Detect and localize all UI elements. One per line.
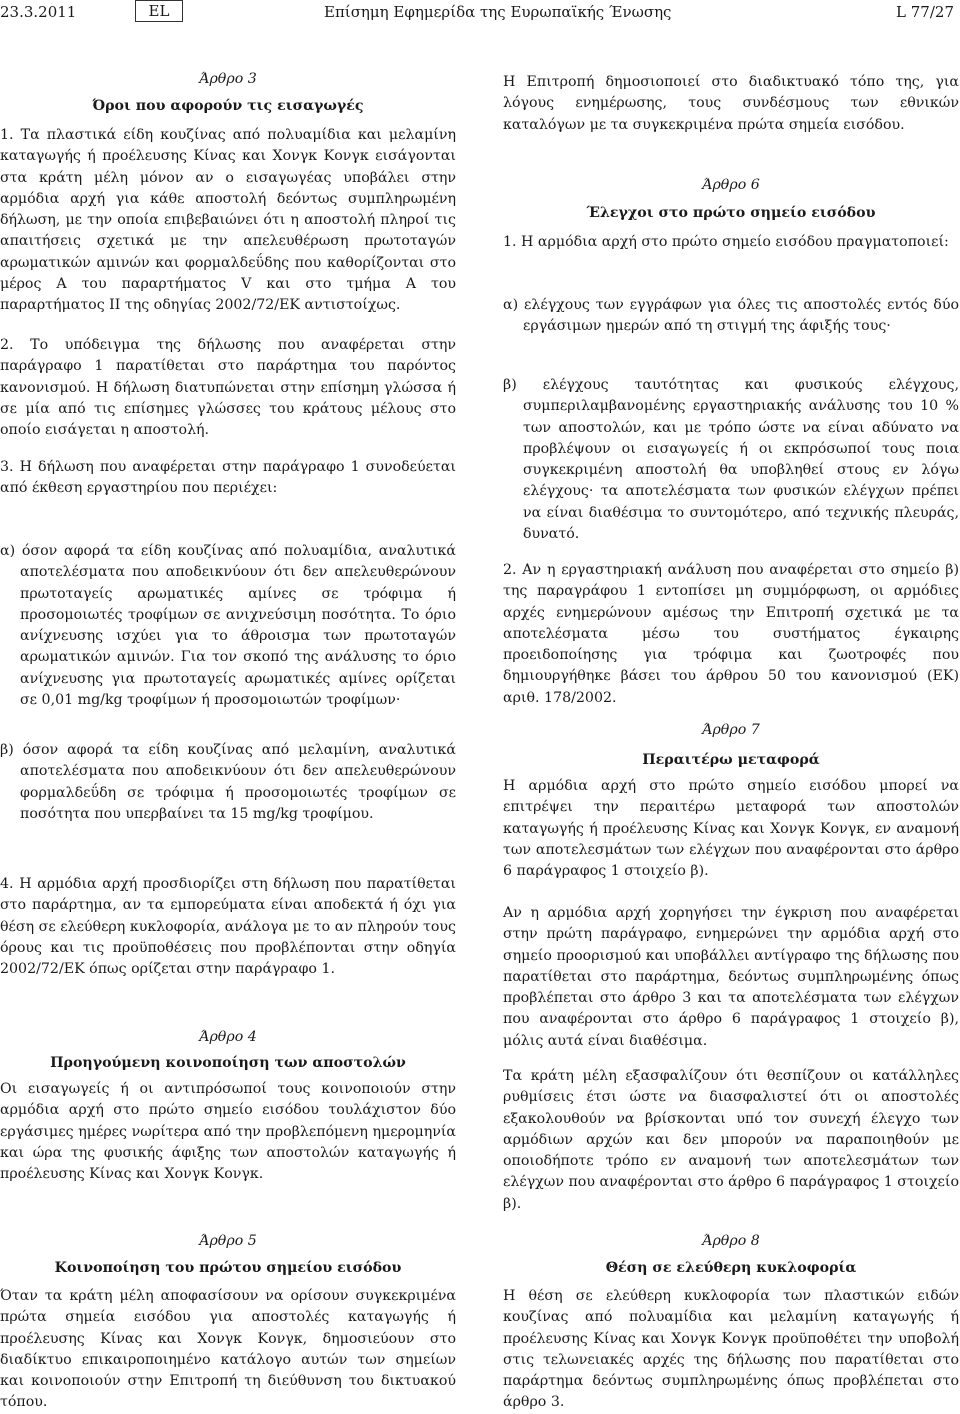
article-8-paragraph: Η θέση σε ελεύθερη κυκλοφορία των πλαστικών ειδών κουζίνας από πολυαμίδια και μελαμίνη καταγωγής ή προέλευσης Κίνας και Χονγκ Κονγκ προϋποθέτει την υποβολή στις τελωνειακές αρχές της δήλωσης που παρατίθεται στο παράρτημα δεόντως συμπληρωμένης όπως προβλέπεται στο άρθρο 3. [503,1288,959,1411]
article-5-continuation: Η Επιτροπή δημοσιοποιεί στο διαδικτυακό τόπο της, για λόγους ενημέρωσης, τους συνδέσμους των εθνικών καταλόγων με τα συγκεκριμένα πρώτα σημεία εισόδου. [503,74,959,133]
article-6-item-a: α) ελέγχους των εγγράφων για όλες τις αποστολές εντός δύο εργάσιμων ημερών από τη στιγμή της άφιξής τους· [503,297,959,335]
article-5-paragraph: Όταν τα κράτη μέλη αποφασίσουν να ορίσουν συγκεκριμένα πρώτα σημεία εισόδου για αποστολές καταγωγής ή προέλευσης Κίνας και Χονγκ Κονγκ, δημοσιεύουν στο διαδίκτυο επικαιροποιημένο κατάλογο αυτών των σημείων και κοινοποιούν στην Επιτροπή τη διεύθυνση του δικτυακού τόπου. [0,1288,456,1411]
article-5-heading: Άρθρο 5 [199,1233,257,1249]
article-3-item-a: α) όσον αφορά τα είδη κουζίνας από πολυαμίδια, αναλυτικά αποτελέσματα που αποδεικνύουν ότι δεν απελευθερώνουν πρωτοταγείς αρωματικές αμίνες σε τρόφιμα ή προσομοιωτές τροφίμων σε ανιχνεύσιμη ποσότητα. Το όριο ανίχνευσης ισχύει για το άθροισμα των πρωτοταγών αρωματικών αμινών. Για τον σκοπό της ανάλυσης το όριο ανίχνευσης για πρωτοταγείς αρωματικές αμίνες ορίζεται σε 0,01 mg/kg τροφίμων ή προσομοιωτών τροφίμων· [0,543,456,709]
journal-title: Επίσημη Εφημερίδα της Ευρωπαϊκής Ένωσης [324,3,672,21]
article-8-heading: Άρθρο 8 [702,1233,760,1249]
article-4-paragraph: Οι εισαγωγείς ή οι αντιπρόσωποί τους κοινοποιούν στην αρμόδια αρχή στο πρώτο σημείο εισόδου τουλάχιστον δύο εργάσιμες ημέρες νωρίτερα από την προβλεπόμενη ημερομηνία και ώρα της φυσικής άφιξης των αποστολών καταγωγής ή προέλευσης Κίνας και Χονγκ Κονγκ. [0,1081,456,1183]
article-3-item-b: β) όσον αφορά τα είδη κουζίνας από μελαμίνη, αναλυτικά αποτελέσματα που αποδεικνύουν ότι δεν απελευθερώνουν φορμαλδεΰδη σε τρόφιμα ή προσομοιωτές τροφίμων σε ποσότητα που υπερβαίνει τα 15 mg/kg τροφίμου. [0,742,456,822]
page-reference: L 77/27 [896,3,954,21]
article-7-paragraph-3: Τα κράτη μέλη εξασφαλίζουν ότι θεσπίζουν οι κατάλληλες ρυθμίσεις έτσι ώστε να διασφαλιστεί ότι οι αποστολές εξακολουθούν να βρίσκονται υπό τον συνεχή έλεγχο των αρμόδιων αρχών και δεν μπορούν να παραποιηθούν με οποιοδήποτε τρόπο εν αναμονή των αποτελεσμάτων των ελέγχων που αναφέρονται στο άρθρο 6 παράγραφος 1 στοιχείο β). [503,1068,959,1212]
article-7-paragraph-1: Η αρμόδια αρχή στο πρώτο σημείο εισόδου μπορεί να επιτρέψει την περαιτέρω μεταφορά των αποστολών καταγωγής ή προέλευσης Κίνας και Χονγκ Κονγκ, εν αναμονή των αποτελεσμάτων των ελέγχων που αναφέρονται στο άρθρο 6 παράγραφος 1 στοιχείο β). [503,778,959,880]
article-3-paragraph-4: 4. Η αρμόδια αρχή προσδιορίζει στη δήλωση που παρατίθεται στο παράρτημα, αν τα εμπορεύματα είναι αποδεκτά ή όχι για θέση σε ελεύθερη κυκλοφορία, ανάλογα με το αν πληρούν τους όρους και τις προϋποθέσεις που προβλέπονται στην οδηγία 2002/72/ΕΚ όπως ορίζεται στην παράγραφο 1. [0,876,456,978]
article-7-title: Περαιτέρω μεταφορά [642,752,820,768]
article-3-paragraph-2: 2. Το υπόδειγμα της δήλωσης που αναφέρεται στην παράγραφο 1 παρατίθεται στο παράρτημα του παρόντος κανονισμού. Η δήλωση διατυπώνεται στην επίσημη γλώσσα ή σε μία από τις επίσημες γλώσσες του κράτους μέλους στο οποίο εισάγεται η αποστολή. [0,337,456,439]
language-code-box: EL [135,0,183,22]
article-3-paragraph-3: 3. Η δήλωση που αναφέρεται στην παράγραφο 1 συνοδεύεται από έκθεση εργαστηρίου που περιέχει: [0,459,456,497]
article-4-title: Προηγούμενη κοινοποίηση των αποστολών [50,1055,406,1071]
article-3-heading: Άρθρο 3 [199,71,257,87]
article-3-paragraph-1: 1. Τα πλαστικά είδη κουζίνας από πολυαμίδια και μελαμίνη καταγωγής ή προέλευσης Κίνας και Χονγκ Κονγκ εισάγονται στα κράτη μέλη μόνον αν ο εισαγωγέας υποβάλει στην αρμόδια αρχή για κάθε αποστολή δεόντως συμπληρωμένη δήλωση, με την οποία επιβεβαιώνει ότι η αποστολή πληροί τις απαιτήσεις σχετικά με την απελευθέρωση πρωτοταγών αρωματικών αμινών και φορμαλδεΰδης που καθορίζονται στο μέρος Α του παραρτήματος V και στο τμήμα Α του παραρτήματος ΙΙ της οδηγίας 2002/72/ΕΚ αντιστοίχως. [0,127,456,314]
article-6-item-b: β) ελέγχους ταυτότητας και φυσικούς ελέγχους, συμπεριλαμβανομένης εργαστηριακής ανάλυσης του 10 % των αποστολών, και με τρόπο ώστε να είναι αδύνατο να προβλέψουν οι εισαγωγείς ή οι εκπρόσωποί τους ποια συγκεκριμένη αποστολή θα υποβληθεί στους εν λόγω ελέγχους· τα αποτελέσματα των φυσικών ελέγχων πρέπει να είναι διαθέσιμα το συντομότερο, από τεχνικής πλευράς, δυνατό. [503,377,959,543]
article-8-title: Θέση σε ελεύθερη κυκλοφορία [605,1260,857,1276]
article-3-title: Όροι που αφορούν τις εισαγωγές [92,98,364,114]
article-5-title: Κοινοποίηση του πρώτου σημείου εισόδου [54,1260,402,1276]
article-4-heading: Άρθρο 4 [199,1029,257,1045]
header-date: 23.3.2011 [0,3,77,21]
article-6-title: Έλεγχοι στο πρώτο σημείο εισόδου [586,205,876,221]
article-7-heading: Άρθρο 7 [702,722,760,738]
article-7-paragraph-2: Αν η αρμόδια αρχή χορηγήσει την έγκριση που αναφέρεται στην πρώτη παράγραφο, ενημερώνει την αρμόδια αρχή στο σημείο προορισμού και υποβάλλει αντίγραφο της δήλωσης που παρατίθεται στο παράρτημα, δεόντως συμπληρωμένης όπως προβλέπεται στο άρθρο 3 και τα αποτελέσματα των ελέγχων που αναφέρονται στο άρθρο 6 παράγραφος 1 στοιχείο β), μόλις αυτά είναι διαθέσιμα. [503,905,959,1049]
article-6-paragraph-1: 1. Η αρμόδια αρχή στο πρώτο σημείο εισόδου πραγματοποιεί: [503,234,949,250]
article-6-paragraph-2: 2. Αν η εργαστηριακή ανάλυση που αναφέρεται στο σημείο β) της παραγράφου 1 εντοπίσει μη συμμόρφωση, οι αρμόδιες αρχές ενημερώνουν αμέσως την Επιτροπή σχετικά με τα αποτελέσματα μέσω του συστήματος έγκαιρης προειδοποίησης για τρόφιμα και ζωοτροφές που δημιουργήθηκε βάσει του άρθρου 50 του κανονισμού (ΕΚ) αριθ. 178/2002. [503,562,959,706]
page-header [0,0,960,26]
article-6-heading: Άρθρο 6 [702,177,760,193]
